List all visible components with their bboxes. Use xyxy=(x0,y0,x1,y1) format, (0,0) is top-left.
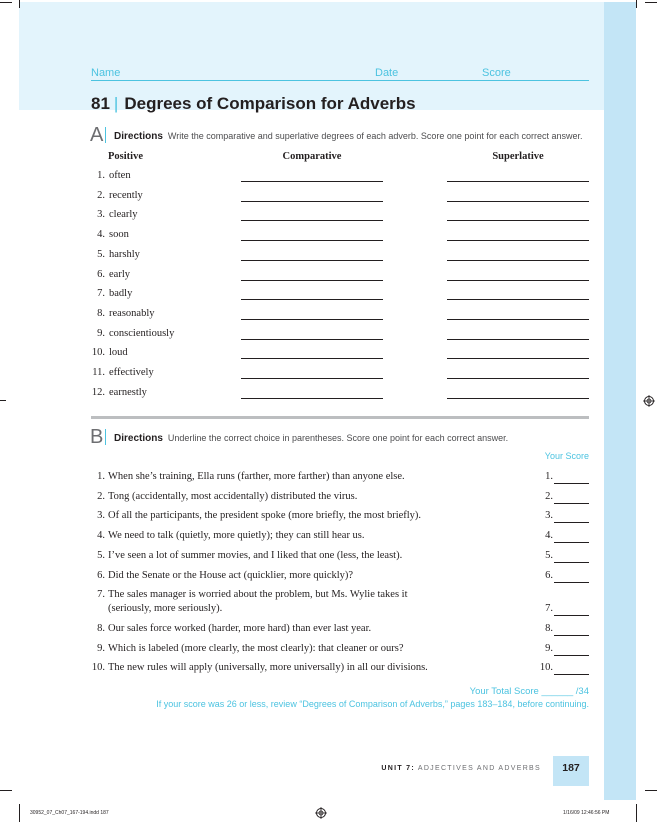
adverb-word: conscientiously xyxy=(109,328,175,339)
item-number: 1. xyxy=(97,471,105,482)
sentence-text: Of all the participants, the president spoke (more briefly, the most briefly). xyxy=(108,510,422,521)
item-number: 2. xyxy=(97,491,105,502)
review-note: If your score was 26 or less, review “Degrees of Comparison of Adverbs,” pages 183–184, before continuing. xyxy=(156,699,589,709)
score-answer-line[interactable] xyxy=(554,569,589,583)
adverb-row xyxy=(91,229,589,245)
score-number: 9. xyxy=(545,643,553,654)
your-score-label: Your Score xyxy=(544,451,589,461)
adverb-row xyxy=(91,170,589,186)
adverb-row xyxy=(91,387,589,403)
side-bar xyxy=(604,2,636,800)
superlative-answer-line[interactable] xyxy=(447,319,589,320)
adverb-row xyxy=(91,269,589,285)
registration-mark-icon xyxy=(643,395,655,407)
score-number: 7. xyxy=(545,603,553,614)
column-comparative: Comparative xyxy=(282,151,342,162)
score-answer-line[interactable] xyxy=(554,602,589,616)
column-superlative: Superlative xyxy=(492,151,544,162)
score-number: 8. xyxy=(545,623,553,634)
adverb-word: clearly xyxy=(109,209,138,220)
lesson-title: Degrees of Comparison for Adverbs xyxy=(124,94,416,113)
item-number: 8. xyxy=(97,623,105,634)
item-number: 5. xyxy=(97,550,105,561)
comparative-answer-line[interactable] xyxy=(241,339,383,340)
superlative-answer-line[interactable] xyxy=(447,220,589,221)
comparative-answer-line[interactable] xyxy=(241,398,383,399)
item-number: 1. xyxy=(97,170,105,181)
item-number: 11. xyxy=(92,367,105,378)
comparative-answer-line[interactable] xyxy=(241,181,383,182)
superlative-answer-line[interactable] xyxy=(447,398,589,399)
adverb-word: badly xyxy=(109,288,133,299)
adverb-row xyxy=(91,288,589,304)
item-number: 7. xyxy=(97,288,105,299)
score-answer-line[interactable] xyxy=(554,622,589,636)
score-number: 1. xyxy=(545,471,553,482)
score-number: 3. xyxy=(545,510,553,521)
directions-text: Underline the correct choice in parentheses. Score one point for each correct answer. xyxy=(167,433,509,443)
adverb-word: loud xyxy=(109,347,128,358)
comparative-answer-line[interactable] xyxy=(241,260,383,261)
sentence-text: I’ve seen a lot of summer movies, and I liked that one (less, the least). xyxy=(108,550,403,561)
item-number: 3. xyxy=(97,209,105,220)
adverb-row xyxy=(91,347,589,363)
sentence-text: When she’s training, Ella runs (farther, more farther) than anyone else. xyxy=(108,471,405,482)
superlative-answer-line[interactable] xyxy=(447,339,589,340)
section-divider xyxy=(91,416,589,419)
superlative-answer-line[interactable] xyxy=(447,240,589,241)
sentence-text: Did the Senate or the House act (quicklier, more quickly)? xyxy=(108,570,354,581)
comparative-answer-line[interactable] xyxy=(241,378,383,379)
item-number: 9. xyxy=(97,643,105,654)
date-label: Date xyxy=(375,67,399,79)
crop-mark xyxy=(645,2,657,3)
score-label: Score xyxy=(482,67,511,79)
superlative-answer-line[interactable] xyxy=(447,378,589,379)
adverb-row xyxy=(91,367,589,383)
comparative-answer-line[interactable] xyxy=(241,240,383,241)
slug-file: 30952_07_Ch07_167-194.indd 187 xyxy=(30,810,109,816)
item-number: 3. xyxy=(97,510,105,521)
item-number: 4. xyxy=(97,229,105,240)
section-b-directions xyxy=(114,433,508,444)
page-number: 187 xyxy=(562,762,580,774)
directions-label: Directions xyxy=(114,131,163,142)
directions-text: Write the comparative and superlative degrees of each adverb. Score one point for each correct answer. xyxy=(167,131,583,141)
score-answer-line[interactable] xyxy=(554,642,589,656)
item-number: 4. xyxy=(97,530,105,541)
section-a-directions xyxy=(114,131,582,142)
adverb-word: recently xyxy=(109,190,143,201)
adverb-word: effectively xyxy=(109,367,154,378)
comparative-answer-line[interactable] xyxy=(241,319,383,320)
item-number: 10. xyxy=(91,662,105,673)
comparative-answer-line[interactable] xyxy=(241,358,383,359)
item-number: 6. xyxy=(97,269,105,280)
total-score: Your Total Score ______ /34 xyxy=(469,686,589,697)
item-number: 8. xyxy=(97,308,105,319)
item-number: 5. xyxy=(97,249,105,260)
adverb-word: early xyxy=(109,269,130,280)
score-answer-line[interactable] xyxy=(554,661,589,675)
crop-mark xyxy=(0,2,12,3)
adverb-row xyxy=(91,328,589,344)
crop-mark xyxy=(645,790,657,791)
adverb-word: soon xyxy=(109,229,129,240)
crop-mark xyxy=(636,804,637,822)
name-date-score-row xyxy=(91,65,589,81)
item-number: 12. xyxy=(91,387,105,398)
adverb-row xyxy=(91,209,589,225)
item-number: 6. xyxy=(97,570,105,581)
lesson-number: 81 xyxy=(91,94,110,113)
superlative-answer-line[interactable] xyxy=(447,299,589,300)
item-number: 10. xyxy=(91,347,105,358)
adverb-word: often xyxy=(109,170,131,181)
crop-mark xyxy=(0,790,12,791)
score-answer-line[interactable] xyxy=(554,509,589,523)
score-number: 10. xyxy=(539,662,553,673)
sentence-text: We need to talk (quietly, more quietly); they can still hear us. xyxy=(108,530,365,541)
section-b-letter: B xyxy=(90,426,106,449)
adverb-word: harshly xyxy=(109,249,140,260)
sentence-text: Which is labeled (more clearly, the most clearly): that cleaner or ours? xyxy=(108,643,404,654)
comparative-answer-line[interactable] xyxy=(241,299,383,300)
score-answer-line[interactable] xyxy=(554,490,589,504)
sentence-text: The new rules will apply (universally, more universally) in all our divisions. xyxy=(108,662,428,673)
section-a-letter: A xyxy=(90,124,106,147)
page-title: 81 | Degrees of Comparison for Adverbs xyxy=(91,94,416,113)
slug-date: 1/16/09 12:46:56 PM xyxy=(563,810,610,816)
comparative-answer-line[interactable] xyxy=(241,220,383,221)
score-answer-line[interactable] xyxy=(554,529,589,543)
crop-mark xyxy=(636,0,637,8)
score-number: 6. xyxy=(545,570,553,581)
crop-mark xyxy=(19,0,20,8)
sentence-text: Our sales force worked (harder, more hard) than ever last year. xyxy=(108,623,372,634)
adverb-row xyxy=(91,249,589,265)
score-answer-line[interactable] xyxy=(554,549,589,563)
adverb-row xyxy=(91,308,589,324)
superlative-answer-line[interactable] xyxy=(447,280,589,281)
item-number: 2. xyxy=(97,190,105,201)
registration-mark-icon xyxy=(315,807,327,819)
crop-mark xyxy=(0,400,6,401)
sentence-text: Tong (accidentally, most accidentally) distributed the virus. xyxy=(108,491,358,502)
score-number: 5. xyxy=(545,550,553,561)
item-number: 7. xyxy=(97,589,105,600)
score-number: 4. xyxy=(545,530,553,541)
superlative-answer-line[interactable] xyxy=(447,358,589,359)
item-number: 9. xyxy=(97,328,105,339)
superlative-answer-line[interactable] xyxy=(447,260,589,261)
score-answer-line[interactable] xyxy=(554,470,589,484)
superlative-answer-line[interactable] xyxy=(447,181,589,182)
column-positive: Positive xyxy=(108,151,143,162)
superlative-answer-line[interactable] xyxy=(447,201,589,202)
score-number: 2. xyxy=(545,491,553,502)
adverb-word: reasonably xyxy=(109,308,155,319)
unit-label: UNIT 7: ADJECTIVES AND ADVERBS xyxy=(381,765,541,772)
directions-label: Directions xyxy=(114,433,163,444)
comparative-answer-line[interactable] xyxy=(241,280,383,281)
comparative-answer-line[interactable] xyxy=(241,201,383,202)
adverb-word: earnestly xyxy=(109,387,147,398)
sentence-text: The sales manager is worried about the problem, but Ms. Wylie takes it (seriously, more seriously). xyxy=(108,589,408,614)
adverb-row xyxy=(91,190,589,206)
crop-mark xyxy=(19,804,20,822)
name-label: Name xyxy=(91,67,121,79)
